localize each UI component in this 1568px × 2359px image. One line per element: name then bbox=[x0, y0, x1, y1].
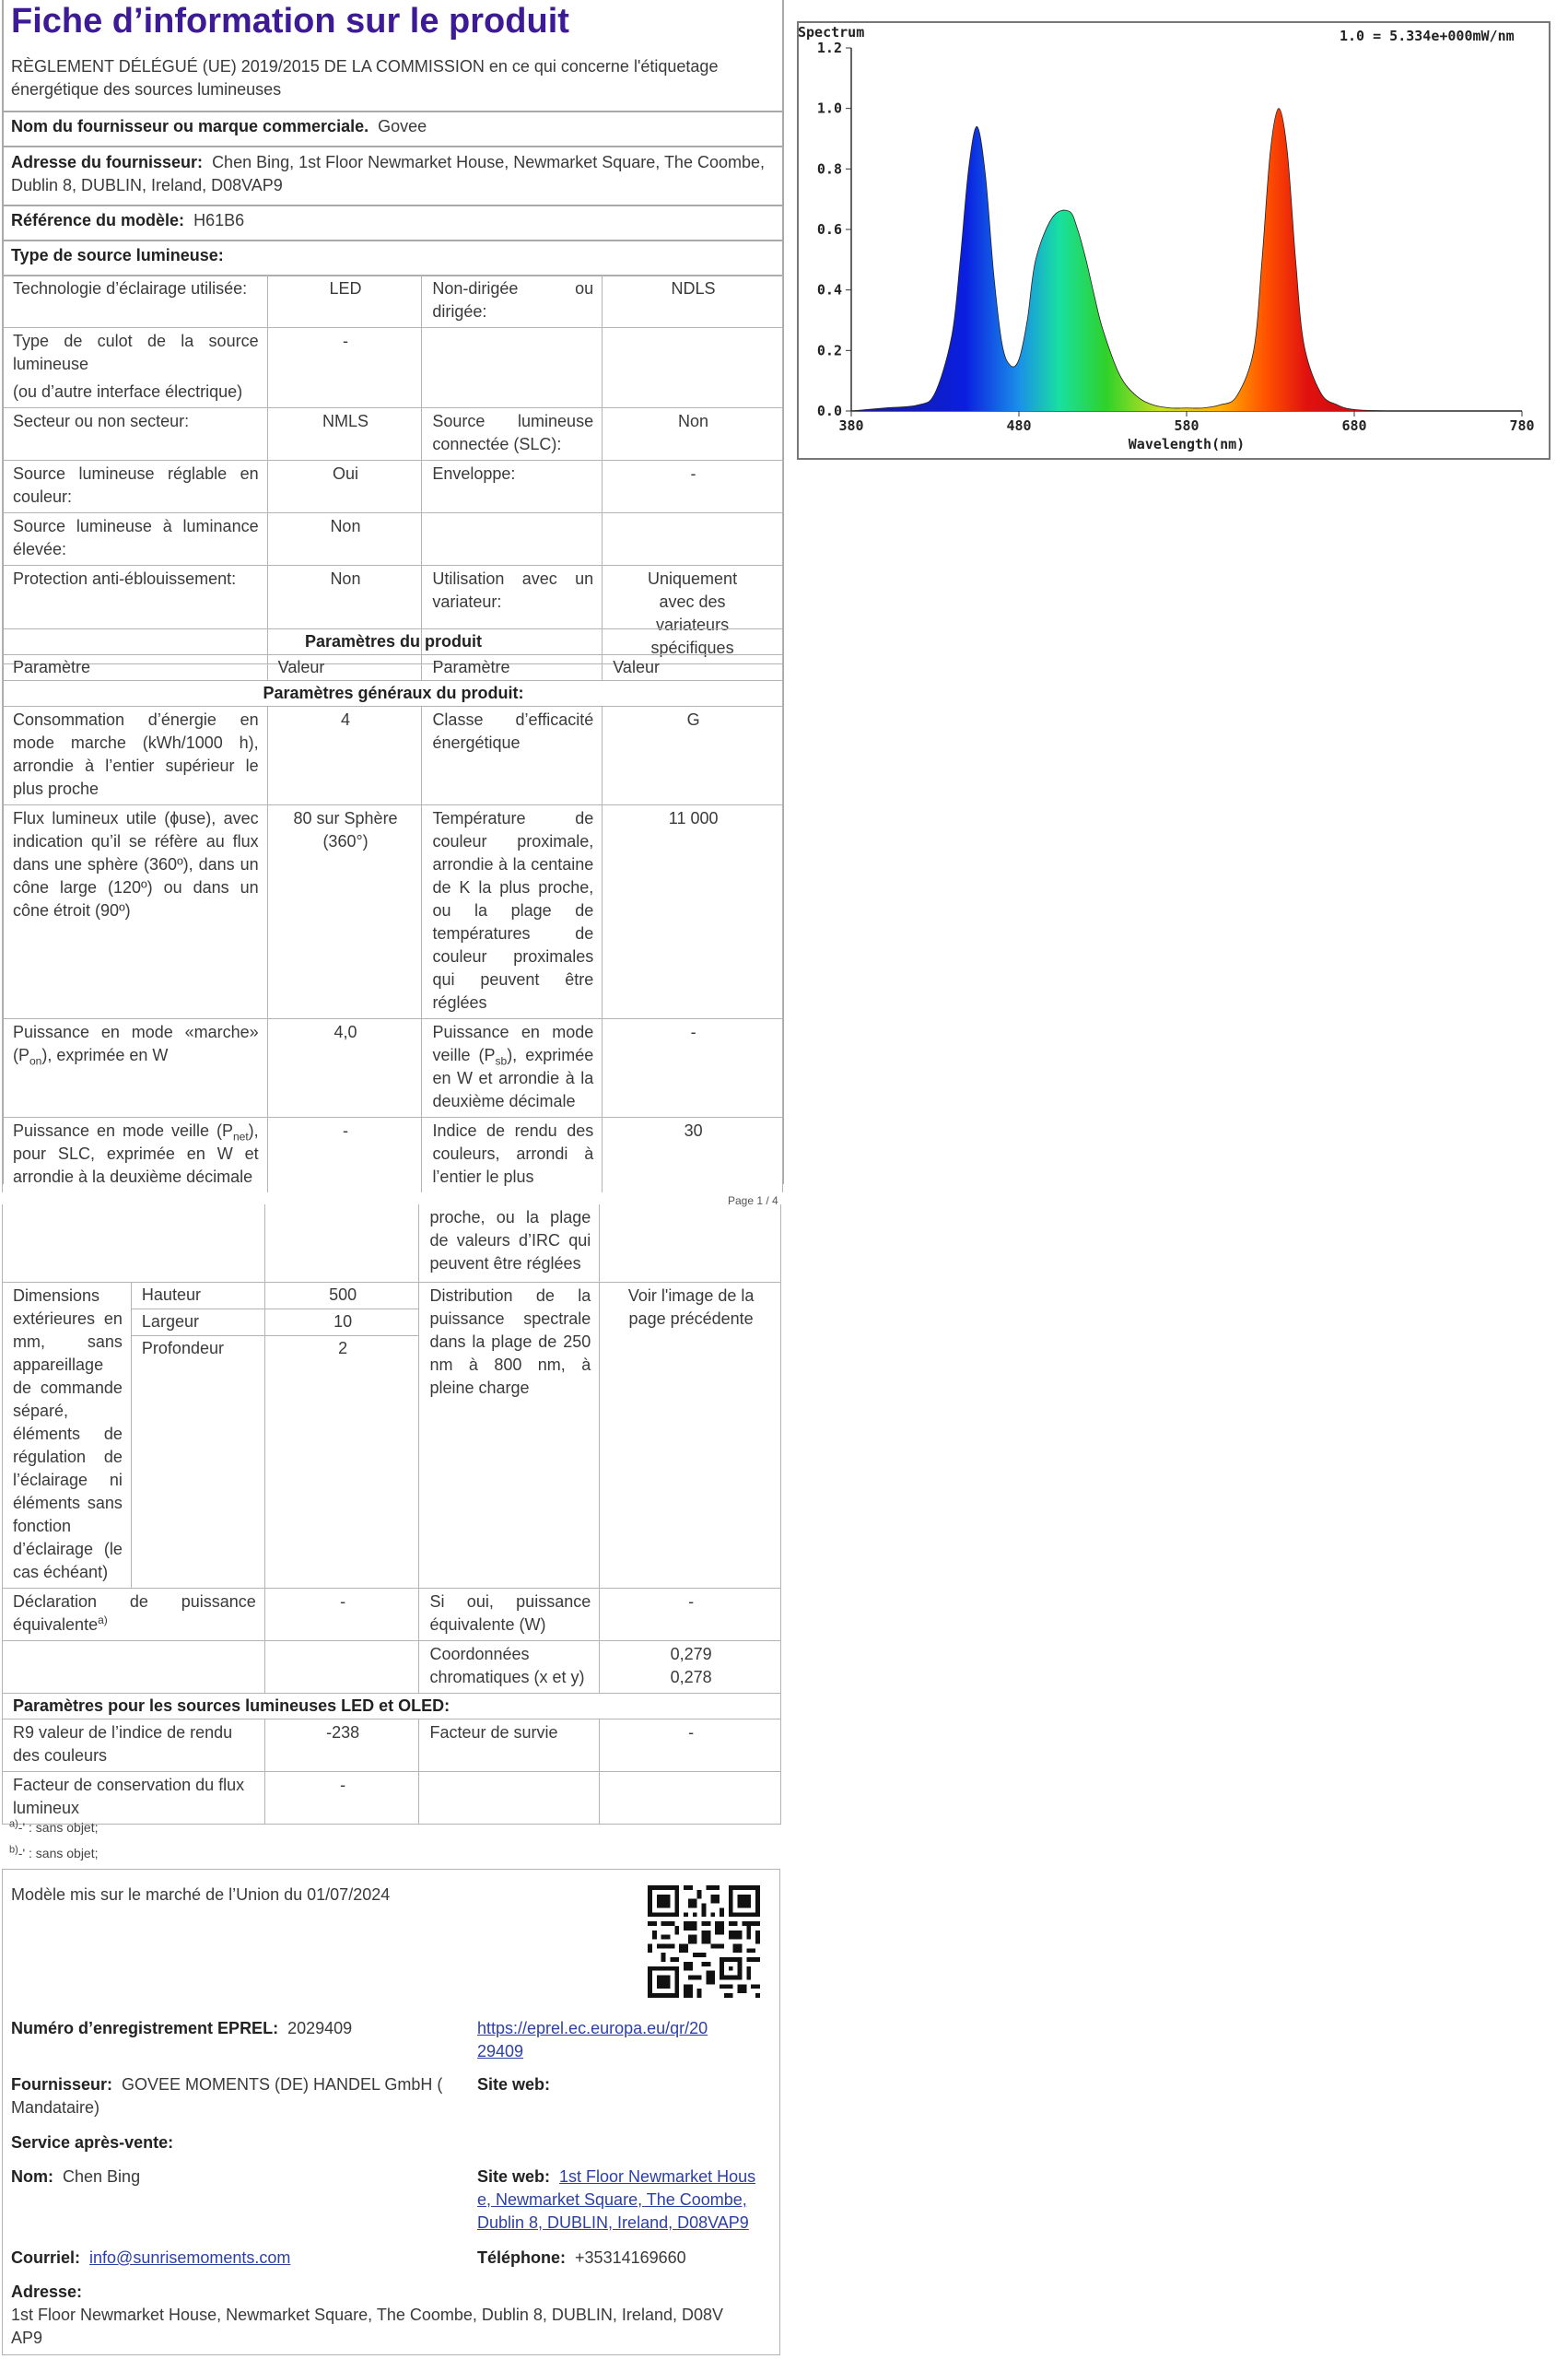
address-row bbox=[11, 151, 771, 197]
divider bbox=[2, 111, 783, 112]
page-number: Page 1 / 4 bbox=[728, 1194, 778, 1207]
eprel-value: 2029409 bbox=[287, 2019, 353, 2037]
dimmer-label: Utilisation avec un variateur: bbox=[422, 566, 603, 664]
provider-value: GOVEE MOMENTS (DE) HANDEL GmbH ( bbox=[122, 2075, 443, 2094]
flux-maintenance-value: - bbox=[264, 1771, 419, 1824]
table-row bbox=[3, 328, 783, 408]
light-type-table bbox=[2, 275, 783, 664]
empty-cell bbox=[603, 513, 783, 566]
y-tick-label: 0.0 bbox=[816, 403, 842, 419]
table-header-row bbox=[3, 655, 783, 681]
eprel-row bbox=[11, 2017, 352, 2040]
cap-type-note: (ou d’autre interface électrique) bbox=[13, 382, 243, 401]
table-row bbox=[3, 1771, 781, 1824]
chroma-x: 0,279 bbox=[670, 1644, 712, 1663]
column-header: Valeur bbox=[603, 655, 783, 681]
email-label: Courriel: bbox=[11, 2248, 81, 2267]
x-tick-label: 780 bbox=[1509, 417, 1535, 434]
general-params-title: Paramètres généraux du produit: bbox=[3, 681, 783, 707]
model-row bbox=[11, 209, 244, 232]
email-link[interactable]: info@sunrisemoments.com bbox=[89, 2248, 291, 2267]
empty-cell bbox=[3, 1204, 265, 1282]
cct-value: 11 000 bbox=[603, 805, 783, 1019]
table-row bbox=[3, 1019, 783, 1118]
table-row bbox=[3, 276, 783, 328]
table-row bbox=[3, 1640, 781, 1693]
empty-cell bbox=[422, 513, 603, 566]
market-date: Modèle mis sur le marché de l’Union du 01/07/2024 bbox=[11, 1885, 391, 1904]
empty-cell bbox=[422, 328, 603, 408]
table-row bbox=[3, 513, 783, 566]
table-row bbox=[3, 805, 783, 1019]
survival-label: Facteur de survie bbox=[419, 1719, 600, 1771]
high-luminance-label: Source lumineuse à luminance élevée: bbox=[3, 513, 268, 566]
flux-maintenance-label: Facteur de conservation du flux lumineux bbox=[3, 1771, 265, 1824]
table-row bbox=[3, 1282, 781, 1309]
model-label: Référence du modèle: bbox=[11, 211, 185, 229]
empty-cell bbox=[600, 1771, 781, 1824]
supplier-label: Nom du fournisseur ou marque commerciale. bbox=[11, 117, 369, 135]
phone-label: Téléphone: bbox=[477, 2248, 567, 2267]
depth-label: Profondeur bbox=[131, 1335, 264, 1588]
envelope-label: Enveloppe: bbox=[422, 461, 603, 513]
column-header: Valeur bbox=[267, 655, 422, 681]
survival-value: - bbox=[600, 1719, 781, 1771]
cct-label: Température de couleur proximale, arrondie à la centaine de K la plus proche, ou la plage de températures de couleur proximales qui peuvent être réglées bbox=[422, 805, 603, 1019]
website2-label: Site web: bbox=[477, 2167, 551, 2186]
website2-link-cont[interactable]: e, Newmarket Square, The Coombe, bbox=[477, 2190, 747, 2209]
x-tick-label: 380 bbox=[838, 417, 864, 434]
contact-name-row bbox=[11, 2165, 140, 2189]
on-mode-power-value: 4,0 bbox=[267, 1019, 422, 1118]
technology-value: LED bbox=[267, 276, 422, 328]
address-label-bottom: Adresse: bbox=[11, 2283, 83, 2301]
width-value: 10 bbox=[264, 1309, 419, 1335]
y-tick-label: 0.6 bbox=[816, 221, 842, 238]
table-row bbox=[3, 681, 783, 707]
light-type-label: Type de source lumineuse: bbox=[11, 246, 224, 264]
eprel-link[interactable]: https://eprel.ec.europa.eu/qr/20 29409 bbox=[477, 2019, 708, 2060]
y-tick-label: 0.2 bbox=[816, 342, 842, 359]
cri-label: Indice de rendu des couleurs, arrondi à l’entier le plus bbox=[422, 1118, 603, 1193]
y-tick-label: 1.2 bbox=[816, 40, 842, 56]
phone-value: +35314169660 bbox=[575, 2248, 686, 2267]
cap-type-label: Type de culot de la source lumineuse bbox=[13, 332, 259, 373]
energy-class-value: G bbox=[603, 707, 783, 805]
spectrum-chart bbox=[796, 20, 1551, 468]
supplier-value: Govee bbox=[378, 117, 427, 135]
energy-consumption-value: 4 bbox=[267, 707, 422, 805]
useful-flux-value: 80 sur Sphère (360°) bbox=[267, 805, 422, 1019]
column-header: Paramètre bbox=[3, 655, 268, 681]
website2-link[interactable]: 1st Floor Newmarket Hous bbox=[559, 2167, 756, 2186]
led-params-title: Paramètres pour les sources lumineuses LED et OLED: bbox=[3, 1693, 781, 1719]
networked-standby-value: - bbox=[267, 1118, 422, 1193]
website2-row bbox=[477, 2165, 781, 2235]
chart-title: Spectrum bbox=[798, 24, 865, 41]
table-row bbox=[3, 461, 783, 513]
divider bbox=[2, 240, 783, 241]
chart-annotation: 1.0 = 5.334e+000mW/nm bbox=[1340, 28, 1515, 44]
footnote-b: $^{b)}$-' : sans objet; bbox=[9, 1844, 99, 1860]
divider bbox=[2, 205, 783, 206]
footnote-a: $^{a)}$-' : sans objet; bbox=[9, 1818, 99, 1835]
page-title: Fiche d’information sur le produit bbox=[11, 2, 569, 41]
address-value: Chen Bing, 1st Floor Newmarket House, Newmarket Square, The Coombe, Dublin 8, DUBLIN, Ireland, D08VAP9 bbox=[11, 153, 765, 194]
table-row bbox=[3, 1719, 781, 1771]
name-label: Nom: bbox=[11, 2167, 53, 2186]
table-row bbox=[3, 1118, 783, 1193]
provider-row bbox=[11, 2073, 444, 2119]
equiv-power-value: - bbox=[600, 1588, 781, 1640]
equiv-value: - bbox=[264, 1588, 419, 1640]
anti-glare-label: Protection anti-éblouissement: bbox=[3, 566, 268, 664]
cap-type-cell bbox=[3, 328, 268, 408]
eprel-label: Numéro d’enregistrement EPREL: bbox=[11, 2019, 279, 2037]
column-header: Paramètre bbox=[422, 655, 603, 681]
on-mode-power-label: Puissance en mode «marche» $(P_{on})$, exprimée en W bbox=[3, 1019, 268, 1118]
connected-value: Non bbox=[603, 408, 783, 461]
energy-consumption-label: Consommation d’énergie en mode marche (kWh/1000 h), arrondie à l’entier supérieur le plus proche bbox=[3, 707, 268, 805]
r9-label: R9 valeur de l’indice de rendu des couleurs bbox=[3, 1719, 265, 1771]
equiv-power-label: Si oui, puissance équivalente (W) bbox=[419, 1588, 600, 1640]
mains-value: NMLS bbox=[267, 408, 422, 461]
provider-label: Fournisseur: bbox=[11, 2075, 113, 2094]
chroma-values bbox=[600, 1640, 781, 1693]
y-tick-label: 0.8 bbox=[816, 160, 842, 178]
model-value: H61B6 bbox=[193, 211, 245, 229]
supplier-row bbox=[11, 115, 776, 138]
x-tick-label: 580 bbox=[1174, 417, 1199, 434]
empty-cell bbox=[3, 1640, 265, 1693]
mains-label: Secteur ou non secteur: bbox=[3, 408, 268, 461]
empty-cell bbox=[264, 1640, 419, 1693]
empty-cell bbox=[603, 328, 783, 408]
dimmer-value: Uniquement avec des variateurs spécifiques bbox=[603, 566, 783, 664]
website2-link-cont[interactable]: Dublin 8, DUBLIN, Ireland, D08VAP9 bbox=[477, 2213, 749, 2232]
regulation-text: RÈGLEMENT DÉLÉGUÉ (UE) 2019/2015 DE LA COMMISSION en ce qui concerne l'étiquetage énergétique des sources lumineuses bbox=[11, 57, 719, 99]
chroma-y: 0,278 bbox=[670, 1667, 712, 1686]
table-row bbox=[3, 1588, 781, 1640]
width-label: Largeur bbox=[131, 1309, 264, 1335]
cri-continued: proche, ou la plage de valeurs d’IRC qui peuvent être réglées bbox=[419, 1204, 600, 1282]
parameters-table bbox=[2, 628, 783, 1192]
directional-value: NDLS bbox=[603, 276, 783, 328]
website-label: Site web: bbox=[477, 2075, 551, 2094]
page2-table bbox=[2, 1204, 781, 1825]
useful-flux-label: Flux lumineux utile (ɸuse), avec indication qu’il se réfère au flux dans une sphère (360º), dans un cône large (120º) ou dans un cône étroit (90º) bbox=[3, 805, 268, 1019]
email-row bbox=[11, 2247, 290, 2270]
color-tunable-label: Source lumineuse réglable en couleur: bbox=[3, 461, 268, 513]
cri-value: 30 bbox=[603, 1118, 783, 1193]
envelope-value: - bbox=[603, 461, 783, 513]
empty-cell bbox=[264, 1204, 419, 1282]
after-sales-label: Service après-vente: bbox=[11, 2133, 174, 2152]
phone-row bbox=[477, 2247, 686, 2270]
chart-frame bbox=[798, 22, 1550, 459]
name-value: Chen Bing bbox=[63, 2167, 141, 2186]
equiv-label: Déclaration de puissance équivalente$^{a)}$ bbox=[3, 1588, 265, 1640]
cap-type-value: - bbox=[267, 328, 422, 408]
technology-label: Technologie d’éclairage utilisée: bbox=[3, 276, 268, 328]
chroma-label: Coordonnées chromatiques (x et y) bbox=[419, 1640, 600, 1693]
color-tunable-value: Oui bbox=[267, 461, 422, 513]
anti-glare-value: Non bbox=[267, 566, 422, 664]
divider bbox=[2, 146, 783, 147]
provider-value-cont: Mandataire) bbox=[11, 2098, 100, 2117]
standby-power-value: - bbox=[603, 1019, 783, 1118]
spd-label: Distribution de la puissance spectrale dans la plage de 250 nm à 800 nm, à pleine charge bbox=[419, 1282, 600, 1588]
table-row bbox=[3, 707, 783, 805]
empty-cell bbox=[600, 1204, 781, 1282]
height-value: 500 bbox=[264, 1282, 419, 1309]
x-tick-label: 680 bbox=[1341, 417, 1367, 434]
x-axis-label: Wavelength(nm) bbox=[1128, 436, 1246, 452]
table-row bbox=[3, 408, 783, 461]
table-row bbox=[3, 629, 783, 655]
depth-value: 2 bbox=[264, 1335, 419, 1588]
table-row bbox=[3, 1693, 781, 1719]
address-bottom: 1st Floor Newmarket House, Newmarket Square, The Coombe, Dublin 8, DUBLIN, Ireland, D08V AP9 bbox=[11, 2306, 723, 2347]
dimensions-label: Dimensions extérieures en mm, sans appareillage de commande séparé, éléments de régulation de l’éclairage ni éléments sans fonction d’éclairage (le cas échéant) bbox=[3, 1282, 132, 1588]
y-tick-label: 1.0 bbox=[816, 100, 842, 117]
height-label: Hauteur bbox=[131, 1282, 264, 1309]
high-luminance-value: Non bbox=[267, 513, 422, 566]
standby-power-label: Puissance en mode veille $(P_{sb})$, exprimée en W et arrondie à la deuxième décimale bbox=[422, 1019, 603, 1118]
table-row bbox=[3, 1204, 781, 1282]
networked-standby-label: Puissance en mode veille $(P_{net})$, pour SLC, exprimée en W et arrondie à la deuxième décimale bbox=[3, 1118, 268, 1193]
section-title: Paramètres du produit bbox=[3, 629, 783, 655]
qr-code-icon[interactable] bbox=[648, 1885, 760, 1998]
spd-value: Voir l'image de la page précédente bbox=[600, 1282, 781, 1588]
directional-label: Non-dirigée ou dirigée: bbox=[422, 276, 603, 328]
energy-class-label: Classe d’efficacité énergétique bbox=[422, 707, 603, 805]
empty-cell bbox=[419, 1771, 600, 1824]
address-label: Adresse du fournisseur: bbox=[11, 153, 204, 171]
connected-label: Source lumineuse connectée (SLC): bbox=[422, 408, 603, 461]
x-tick-label: 480 bbox=[1006, 417, 1032, 434]
y-tick-label: 0.4 bbox=[816, 281, 842, 299]
r9-value: -238 bbox=[264, 1719, 419, 1771]
